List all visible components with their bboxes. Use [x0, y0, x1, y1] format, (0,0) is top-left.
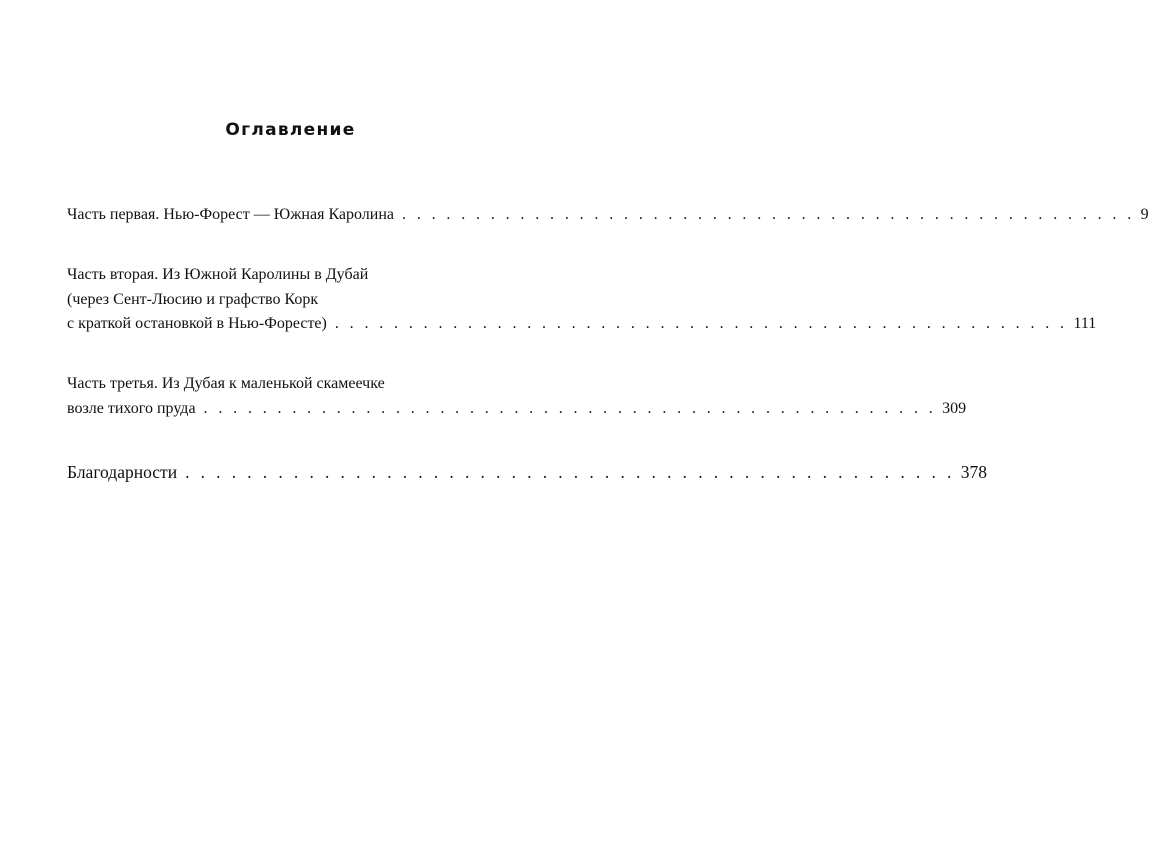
page-number: 111 — [1073, 315, 1097, 332]
page-number: 9 — [1140, 206, 1149, 223]
toc-entry-acknowledgements[interactable] — [67, 460, 988, 484]
toc-entry-title: Часть первая. Нью-Форест — Южная Каролина — [67, 206, 395, 223]
toc-entry-part-1[interactable] — [67, 203, 1149, 227]
toc-entry-part-2-line-3[interactable] — [67, 312, 1097, 336]
toc-entry-subtitle: (через Сент-Люсию и графство Корк — [67, 291, 319, 308]
leader-dots: . . . . . . . . . . . . . . . . . . . . . . . . . . . . . . . . . . . . . . . . . . . . . . . . . . — [402, 206, 1135, 223]
toc-entry-subtitle: с краткой остановкой в Нью-Форесте) — [67, 315, 327, 332]
toc-entry-part-2-line-1[interactable] — [67, 263, 514, 287]
toc-entry-title: Часть вторая. Из Южной Каролины в Дубай — [67, 266, 369, 283]
page-number: 378 — [960, 462, 988, 482]
leader-dots: . . . . . . . . . . . . . . . . . . . . . . . . . . . . . . . . . . . . . . . . . . . . . . . . . . — [185, 462, 955, 482]
leader-dots: . . . . . . . . . . . . . . . . . . . . . . . . . . . . . . . . . . . . . . . . . . . . . . . . . . — [334, 315, 1068, 332]
toc-entry-subtitle: возле тихого пруда — [67, 400, 196, 417]
toc-entry-title: Благодарности — [67, 462, 178, 482]
toc-entry-part-3-line-1[interactable] — [67, 372, 514, 396]
toc-entry-part-2-line-2[interactable] — [67, 288, 514, 312]
toc-entry-part-3-line-2[interactable] — [67, 397, 967, 421]
toc-entry-title: Часть третья. Из Дубая к маленькой скамеечке — [67, 375, 385, 392]
leader-dots: . . . . . . . . . . . . . . . . . . . . . . . . . . . . . . . . . . . . . . . . . . . . . . . . . . — [203, 400, 937, 417]
page-title: Оглавление — [225, 120, 356, 140]
page-number: 309 — [942, 400, 967, 417]
